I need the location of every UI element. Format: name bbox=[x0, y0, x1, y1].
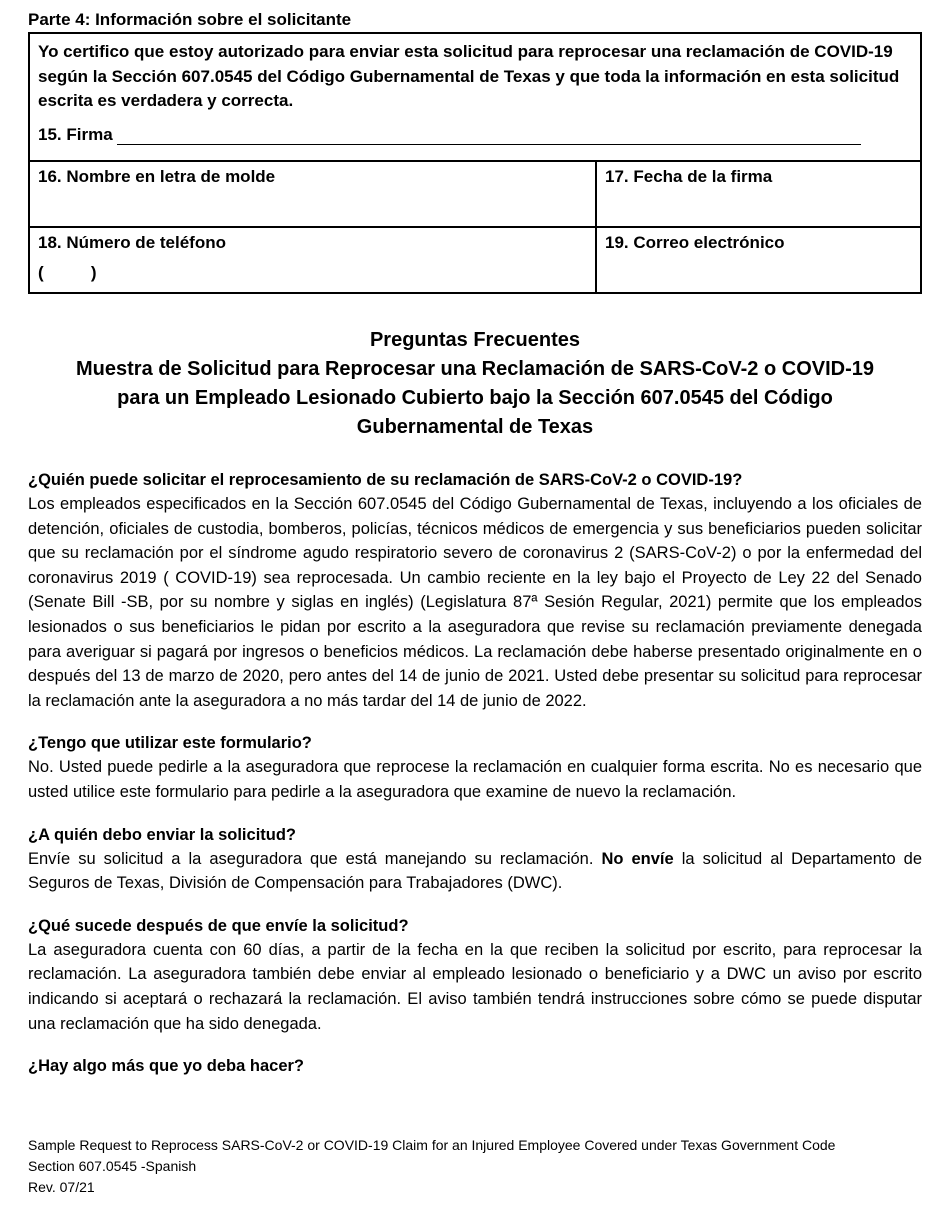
faq-heading-line3: para un Empleado Lesionado Cubierto bajo la Sección 607.0545 del Código bbox=[117, 387, 833, 409]
signature-date-label: 17. Fecha de la firma bbox=[605, 167, 773, 186]
footer-line: Section 607.0545 -Spanish bbox=[28, 1158, 197, 1174]
faq-answer: No. Usted puede pedirle a la aseguradora que reprocese la reclamación en cualquier forma escrita. No es necesario que usted utilice este formulario para pedirle a la aseguradora que examine de nuevo la reclamación. bbox=[28, 758, 922, 801]
faq-question: ¿Hay algo más que yo deba hacer? bbox=[28, 1057, 305, 1076]
email-label: 19. Correo electrónico bbox=[605, 233, 785, 252]
footer-line: Sample Request to Reprocess SARS-CoV-2 or COVID-19 Claim for an Injured Employee Covered under Texas Government Code bbox=[28, 1137, 836, 1153]
faq-item bbox=[28, 823, 922, 896]
faq-item bbox=[28, 914, 922, 1036]
part-title: Parte 4: Información sobre el solicitante bbox=[28, 10, 352, 29]
faq-question: ¿Tengo que utilizar este formulario? bbox=[28, 734, 312, 753]
printed-name-field[interactable] bbox=[30, 162, 597, 226]
faq-item bbox=[28, 468, 922, 713]
email-field[interactable] bbox=[597, 228, 920, 292]
name-date-row bbox=[30, 162, 920, 228]
faq-question: ¿Quién puede solicitar el reprocesamiento de su reclamación de SARS-CoV-2 o COVID-19? bbox=[28, 471, 743, 489]
applicant-form bbox=[28, 32, 922, 294]
phone-area-code: ( ) bbox=[38, 263, 97, 282]
faq-heading-line4: Gubernamental de Texas bbox=[356, 416, 594, 438]
certification-cell bbox=[30, 34, 920, 162]
page bbox=[28, 8, 922, 1078]
faq-heading-line2: Muestra de Solicitud para Reprocesar una Reclamación de SARS-CoV-2 o COVID-19 bbox=[76, 358, 874, 380]
signature-label: 15. Firma bbox=[38, 124, 113, 144]
faq-item bbox=[28, 1054, 922, 1078]
faq-answer: La aseguradora cuenta con 60 días, a partir de la fecha en la que reciben la solicitud por escrito, para reprocesar la reclamación. La aseguradora también debe enviar al empleado lesionado o beneficiario y a DWC un aviso por escrito indicando si aceptará o rechazará la reclamación. El aviso también tendrá instrucciones sobre cómo se puede disputar una reclamación que ha sido denegada. bbox=[28, 940, 922, 1033]
signature-field[interactable] bbox=[117, 126, 861, 145]
footer bbox=[28, 1135, 922, 1198]
faq-question: ¿Qué sucede después de que envíe la solicitud? bbox=[28, 916, 409, 935]
footer-revision: Rev. 07/21 bbox=[28, 1179, 95, 1195]
phone-email-row bbox=[30, 228, 920, 292]
signature-date-field[interactable] bbox=[597, 162, 920, 226]
faq-heading bbox=[28, 326, 922, 442]
faq-question: ¿A quién debo enviar la solicitud? bbox=[28, 825, 297, 844]
faq-answer-text: Envíe su solicitud a la aseguradora que está manejando su reclamación. bbox=[28, 849, 602, 868]
faq-heading-line1: Preguntas Frecuentes bbox=[369, 329, 581, 351]
signature-row bbox=[38, 125, 912, 145]
faq-item bbox=[28, 731, 922, 804]
faq-answer-emphasis: No envíe bbox=[601, 849, 674, 868]
faq-answer: Los empleados especificados en la Sección 607.0545 del Código Gubernamental de Texas, incluyendo a los oficiales de detención, oficiales de custodia, bomberos, policías, técnicos médicos de emergencia y sus beneficiarios pueden solicitar que su reclamación por el síndrome agudo respiratorio severo de coronavirus 2 (SARS-CoV-2) o por la enfermedad del coronavirus 2019 ( COVID-19) sea reprocesada. Un cambio reciente en la ley bajo el Proyecto de Ley 22 del Senado (Senate Bill -SB, por su nombre y siglas en inglés) (Legislatura 87ª Sesión Regular, 2021) permite que los empleados lesionados o sus beneficiarios le pidan por escrito a la aseguradora que revise su reclamación previamente denegada para averiguar si pagará por ingresos o beneficios médicos. La reclamación debe haberse presentado originalmente en o después del 13 de marzo de 2020, pero antes del 14 de junio de 2021. Usted debe presentar su solicitud para reprocesar la reclamación ante la aseguradora a no más tardar del 14 de junio de 2022. bbox=[28, 495, 922, 710]
certification-text: Yo certifico que estoy autorizado para enviar esta solicitud para reprocesar una reclamación de COVID-19 según la Sección 607.0545 del Código Gubernamental de Texas y que toda la información en esta solicitud escrita es verdadera y correcta. bbox=[38, 42, 900, 110]
printed-name-label: 16. Nombre en letra de molde bbox=[38, 167, 276, 186]
phone-field[interactable] bbox=[30, 228, 597, 292]
faq-answer-text: la solicitud al Departamento de Seguros de Texas, División de Compensación para Trabajadores (DWC). bbox=[28, 849, 922, 893]
phone-label: 18. Número de teléfono bbox=[38, 233, 226, 252]
faq-answer bbox=[28, 847, 922, 896]
